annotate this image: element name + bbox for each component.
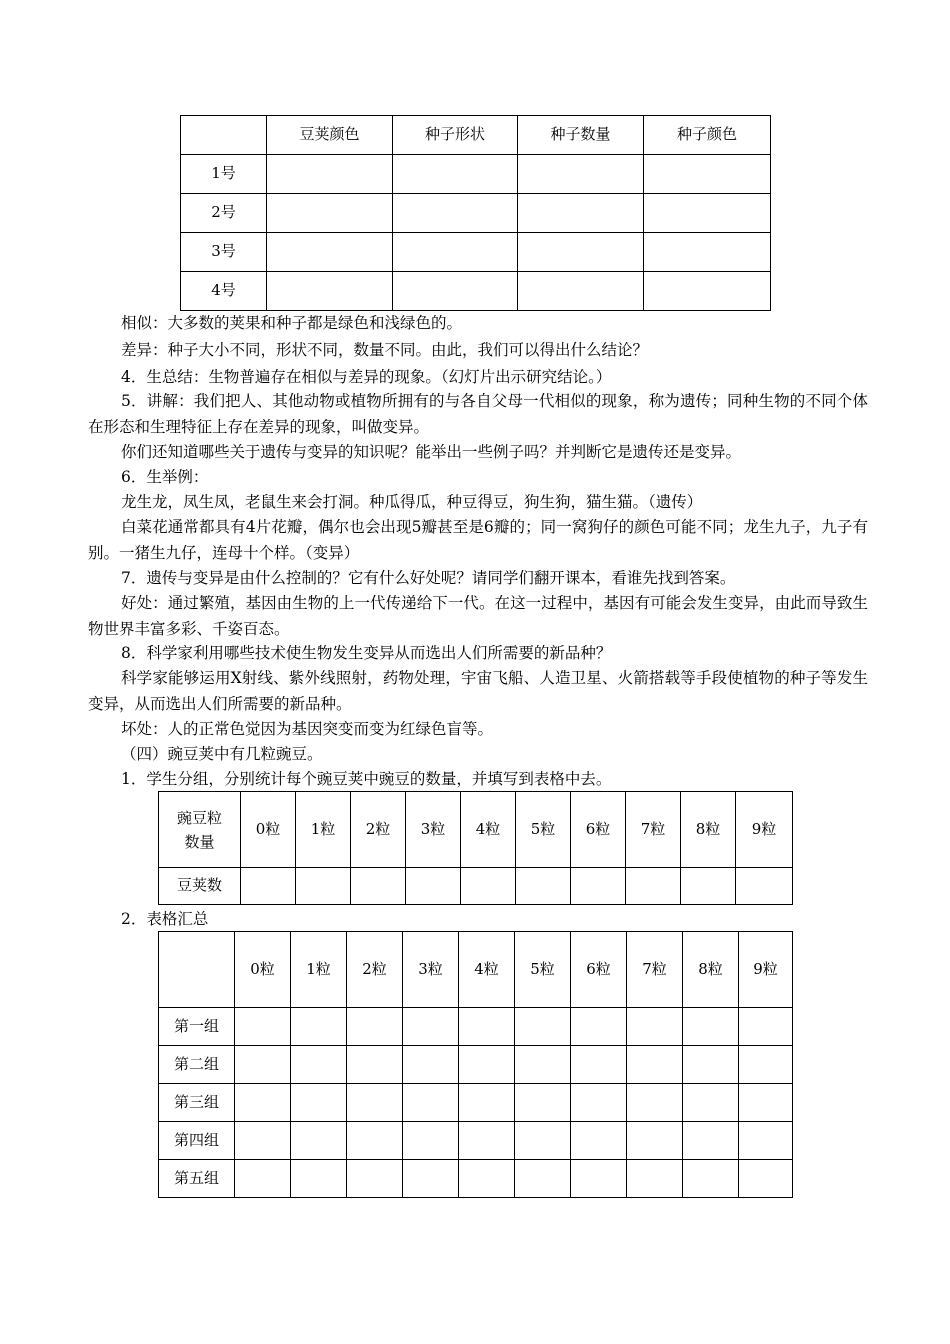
- row-label: 第五组: [159, 1160, 235, 1198]
- empty-cell: [518, 233, 644, 272]
- table-row: [181, 233, 771, 272]
- empty-cell: [516, 868, 571, 905]
- empty-cell: [159, 932, 235, 1008]
- empty-cell: [393, 233, 518, 272]
- empty-cell: [291, 1084, 347, 1122]
- table-header-row: [159, 792, 793, 868]
- empty-cell: [644, 233, 771, 272]
- table-row: [159, 1046, 793, 1084]
- table-header-cell: 4粒: [459, 932, 515, 1008]
- empty-cell: [739, 1122, 793, 1160]
- table-header-row: [159, 932, 793, 1008]
- row-label: 4号: [181, 272, 267, 311]
- table-header-cell: 1粒: [296, 792, 351, 868]
- paragraph-benefit: 好处：通过繁殖，基因由生物的上一代传递给下一代。在这一过程中，基因有可能会发生变异，由此而导致生物世界丰富多彩、千姿百态。: [88, 594, 868, 638]
- table-row: [159, 1084, 793, 1122]
- row-label: 第四组: [159, 1122, 235, 1160]
- empty-cell: [644, 272, 771, 311]
- table-header-cell: 9粒: [739, 932, 793, 1008]
- section-heading-peas: （四）豌豆荚中有几粒豌豆。: [121, 745, 323, 763]
- table-header-cell: 1粒: [291, 932, 347, 1008]
- table-header-cell: 7粒: [627, 932, 683, 1008]
- empty-cell: [627, 1122, 683, 1160]
- empty-cell: [406, 868, 461, 905]
- table-header-cell: 豆荚颜色: [267, 116, 393, 155]
- empty-cell: [267, 194, 393, 233]
- group-summary-table: [158, 931, 793, 1198]
- row-label: 豌豆粒数量: [159, 792, 241, 868]
- empty-cell: [644, 194, 771, 233]
- empty-cell: [571, 1008, 627, 1046]
- empty-cell: [403, 1160, 459, 1198]
- empty-cell: [571, 1160, 627, 1198]
- empty-cell: [644, 155, 771, 194]
- empty-cell: [291, 1122, 347, 1160]
- empty-cell: [347, 1122, 403, 1160]
- table-header-cell: 3粒: [403, 932, 459, 1008]
- table-row: [159, 1160, 793, 1198]
- empty-cell: [296, 868, 351, 905]
- table-row: [181, 272, 771, 311]
- table-header-cell: 4粒: [461, 792, 516, 868]
- table-row: [181, 194, 771, 233]
- table-header-cell: 8粒: [681, 792, 736, 868]
- table-header-cell: [181, 116, 267, 155]
- empty-cell: [235, 1008, 291, 1046]
- empty-cell: [681, 868, 736, 905]
- row-label: 1号: [181, 155, 267, 194]
- empty-cell: [291, 1008, 347, 1046]
- empty-cell: [403, 1084, 459, 1122]
- empty-cell: [267, 233, 393, 272]
- empty-cell: [393, 272, 518, 311]
- table-header-row: [181, 116, 771, 155]
- empty-cell: [241, 868, 296, 905]
- table-row: [181, 155, 771, 194]
- row-label: 豆荚数: [159, 868, 241, 905]
- paragraph-harm: 坏处：人的正常色觉因为基因突变而变为红绿色盲等。: [121, 720, 494, 738]
- table-header-cell: 种子数量: [518, 116, 644, 155]
- empty-cell: [459, 1122, 515, 1160]
- row-label: 第三组: [159, 1084, 235, 1122]
- empty-cell: [291, 1046, 347, 1084]
- row-label: 第二组: [159, 1046, 235, 1084]
- empty-cell: [347, 1160, 403, 1198]
- paragraph-heredity-examples: 龙生龙，凤生凤，老鼠生来会打洞。种瓜得瓜，种豆得豆，狗生狗，猫生猫。（遗传）: [121, 493, 703, 511]
- table-header-cell: 3粒: [406, 792, 461, 868]
- empty-cell: [518, 194, 644, 233]
- table-header-cell: 6粒: [571, 932, 627, 1008]
- empty-cell: [347, 1008, 403, 1046]
- table-header-cell: 2粒: [351, 792, 406, 868]
- paragraph-technique-question: 8．科学家利用哪些技术使生物发生变异从而选出人们所需要的新品种？: [121, 644, 612, 662]
- table-header-cell: 种子颜色: [644, 116, 771, 155]
- empty-cell: [626, 868, 681, 905]
- empty-cell: [515, 1160, 571, 1198]
- empty-cell: [627, 1160, 683, 1198]
- empty-cell: [739, 1160, 793, 1198]
- paragraph-variation-examples: 白菜花通常都具有4片花瓣，偶尔也会出现5瓣甚至是6瓣的；同一窝狗仔的颜色可能不同；龙生九子，九子有别。一猪生九仔，连母十个样。（变异）: [88, 518, 868, 562]
- empty-cell: [683, 1046, 739, 1084]
- empty-cell: [739, 1046, 793, 1084]
- empty-cell: [459, 1084, 515, 1122]
- table-row: [159, 1008, 793, 1046]
- empty-cell: [235, 1046, 291, 1084]
- empty-cell: [518, 272, 644, 311]
- table-header-cell: 7粒: [626, 792, 681, 868]
- row-label: 第一组: [159, 1008, 235, 1046]
- table-header-cell: 2粒: [347, 932, 403, 1008]
- paragraph-similarity: 相似：大多数的荚果和种子都是绿色和浅绿色的。: [121, 314, 463, 332]
- empty-cell: [403, 1046, 459, 1084]
- empty-cell: [683, 1008, 739, 1046]
- empty-cell: [235, 1122, 291, 1160]
- paragraph-question: 你们还知道哪些关于遗传与变异的知识呢？能举出一些例子吗？并判断它是遗传还是变异。: [121, 443, 742, 461]
- paragraph-explanation: 5．讲解：我们把人、其他动物或植物所拥有的与各自父母一代相似的现象，称为遗传；同种生物的不同个体在形态和生理特征上存在差异的现象，叫做变异。: [88, 392, 868, 436]
- empty-cell: [627, 1046, 683, 1084]
- empty-cell: [459, 1046, 515, 1084]
- empty-cell: [515, 1046, 571, 1084]
- table-header-cell: 0粒: [241, 792, 296, 868]
- empty-cell: [461, 868, 516, 905]
- paragraph-summary: 4．生总结：生物普遍存在相似与差异的现象。（幻灯片出示研究结论。）: [121, 368, 612, 386]
- empty-cell: [515, 1008, 571, 1046]
- table-header-cell: 8粒: [683, 932, 739, 1008]
- empty-cell: [351, 868, 406, 905]
- row-label: 2号: [181, 194, 267, 233]
- paragraph-techniques: 科学家能够运用X射线、紫外线照射，药物处理，宇宙飞船、人造卫星、火箭搭载等手段使植物的种子等发生变异，从而选出人们所需要的新品种。: [88, 669, 868, 713]
- table-row: [159, 1122, 793, 1160]
- empty-cell: [403, 1122, 459, 1160]
- empty-cell: [393, 155, 518, 194]
- empty-cell: [235, 1084, 291, 1122]
- empty-cell: [267, 155, 393, 194]
- pod-observation-table: [180, 115, 771, 311]
- empty-cell: [683, 1122, 739, 1160]
- table-header-cell: 0粒: [235, 932, 291, 1008]
- empty-cell: [515, 1084, 571, 1122]
- empty-cell: [571, 868, 626, 905]
- empty-cell: [403, 1008, 459, 1046]
- empty-cell: [571, 1046, 627, 1084]
- empty-cell: [739, 1008, 793, 1046]
- empty-cell: [627, 1008, 683, 1046]
- table-header-cell: 5粒: [516, 792, 571, 868]
- paragraph-grouping-task: 1．学生分组，分别统计每个豌豆荚中豌豆的数量，并填写到表格中去。: [121, 770, 612, 788]
- paragraph-control-question: 7．遗传与变异是由什么控制的？它有什么好处呢？请同学们翻开课本，看谁先找到答案。: [121, 569, 736, 587]
- empty-cell: [515, 1122, 571, 1160]
- table-header-cell: 5粒: [515, 932, 571, 1008]
- empty-cell: [393, 194, 518, 233]
- empty-cell: [736, 868, 793, 905]
- paragraph-difference: 差异：种子大小不同，形状不同，数量不同。由此，我们可以得出什么结论？: [121, 341, 649, 359]
- row-label: 3号: [181, 233, 267, 272]
- table-row: [159, 868, 793, 905]
- empty-cell: [347, 1084, 403, 1122]
- paragraph-examples-heading: 6．生举例：: [121, 468, 209, 486]
- empty-cell: [518, 155, 644, 194]
- empty-cell: [683, 1084, 739, 1122]
- pea-count-table: [158, 791, 793, 905]
- empty-cell: [235, 1160, 291, 1198]
- table-header-cell: 种子形状: [393, 116, 518, 155]
- empty-cell: [459, 1008, 515, 1046]
- empty-cell: [347, 1046, 403, 1084]
- section-heading-summary: 2．表格汇总: [121, 910, 209, 928]
- table-header-cell: 9粒: [736, 792, 793, 868]
- empty-cell: [627, 1084, 683, 1122]
- empty-cell: [571, 1084, 627, 1122]
- empty-cell: [267, 272, 393, 311]
- empty-cell: [291, 1160, 347, 1198]
- table-header-cell: 6粒: [571, 792, 626, 868]
- empty-cell: [683, 1160, 739, 1198]
- empty-cell: [459, 1160, 515, 1198]
- empty-cell: [571, 1122, 627, 1160]
- empty-cell: [739, 1084, 793, 1122]
